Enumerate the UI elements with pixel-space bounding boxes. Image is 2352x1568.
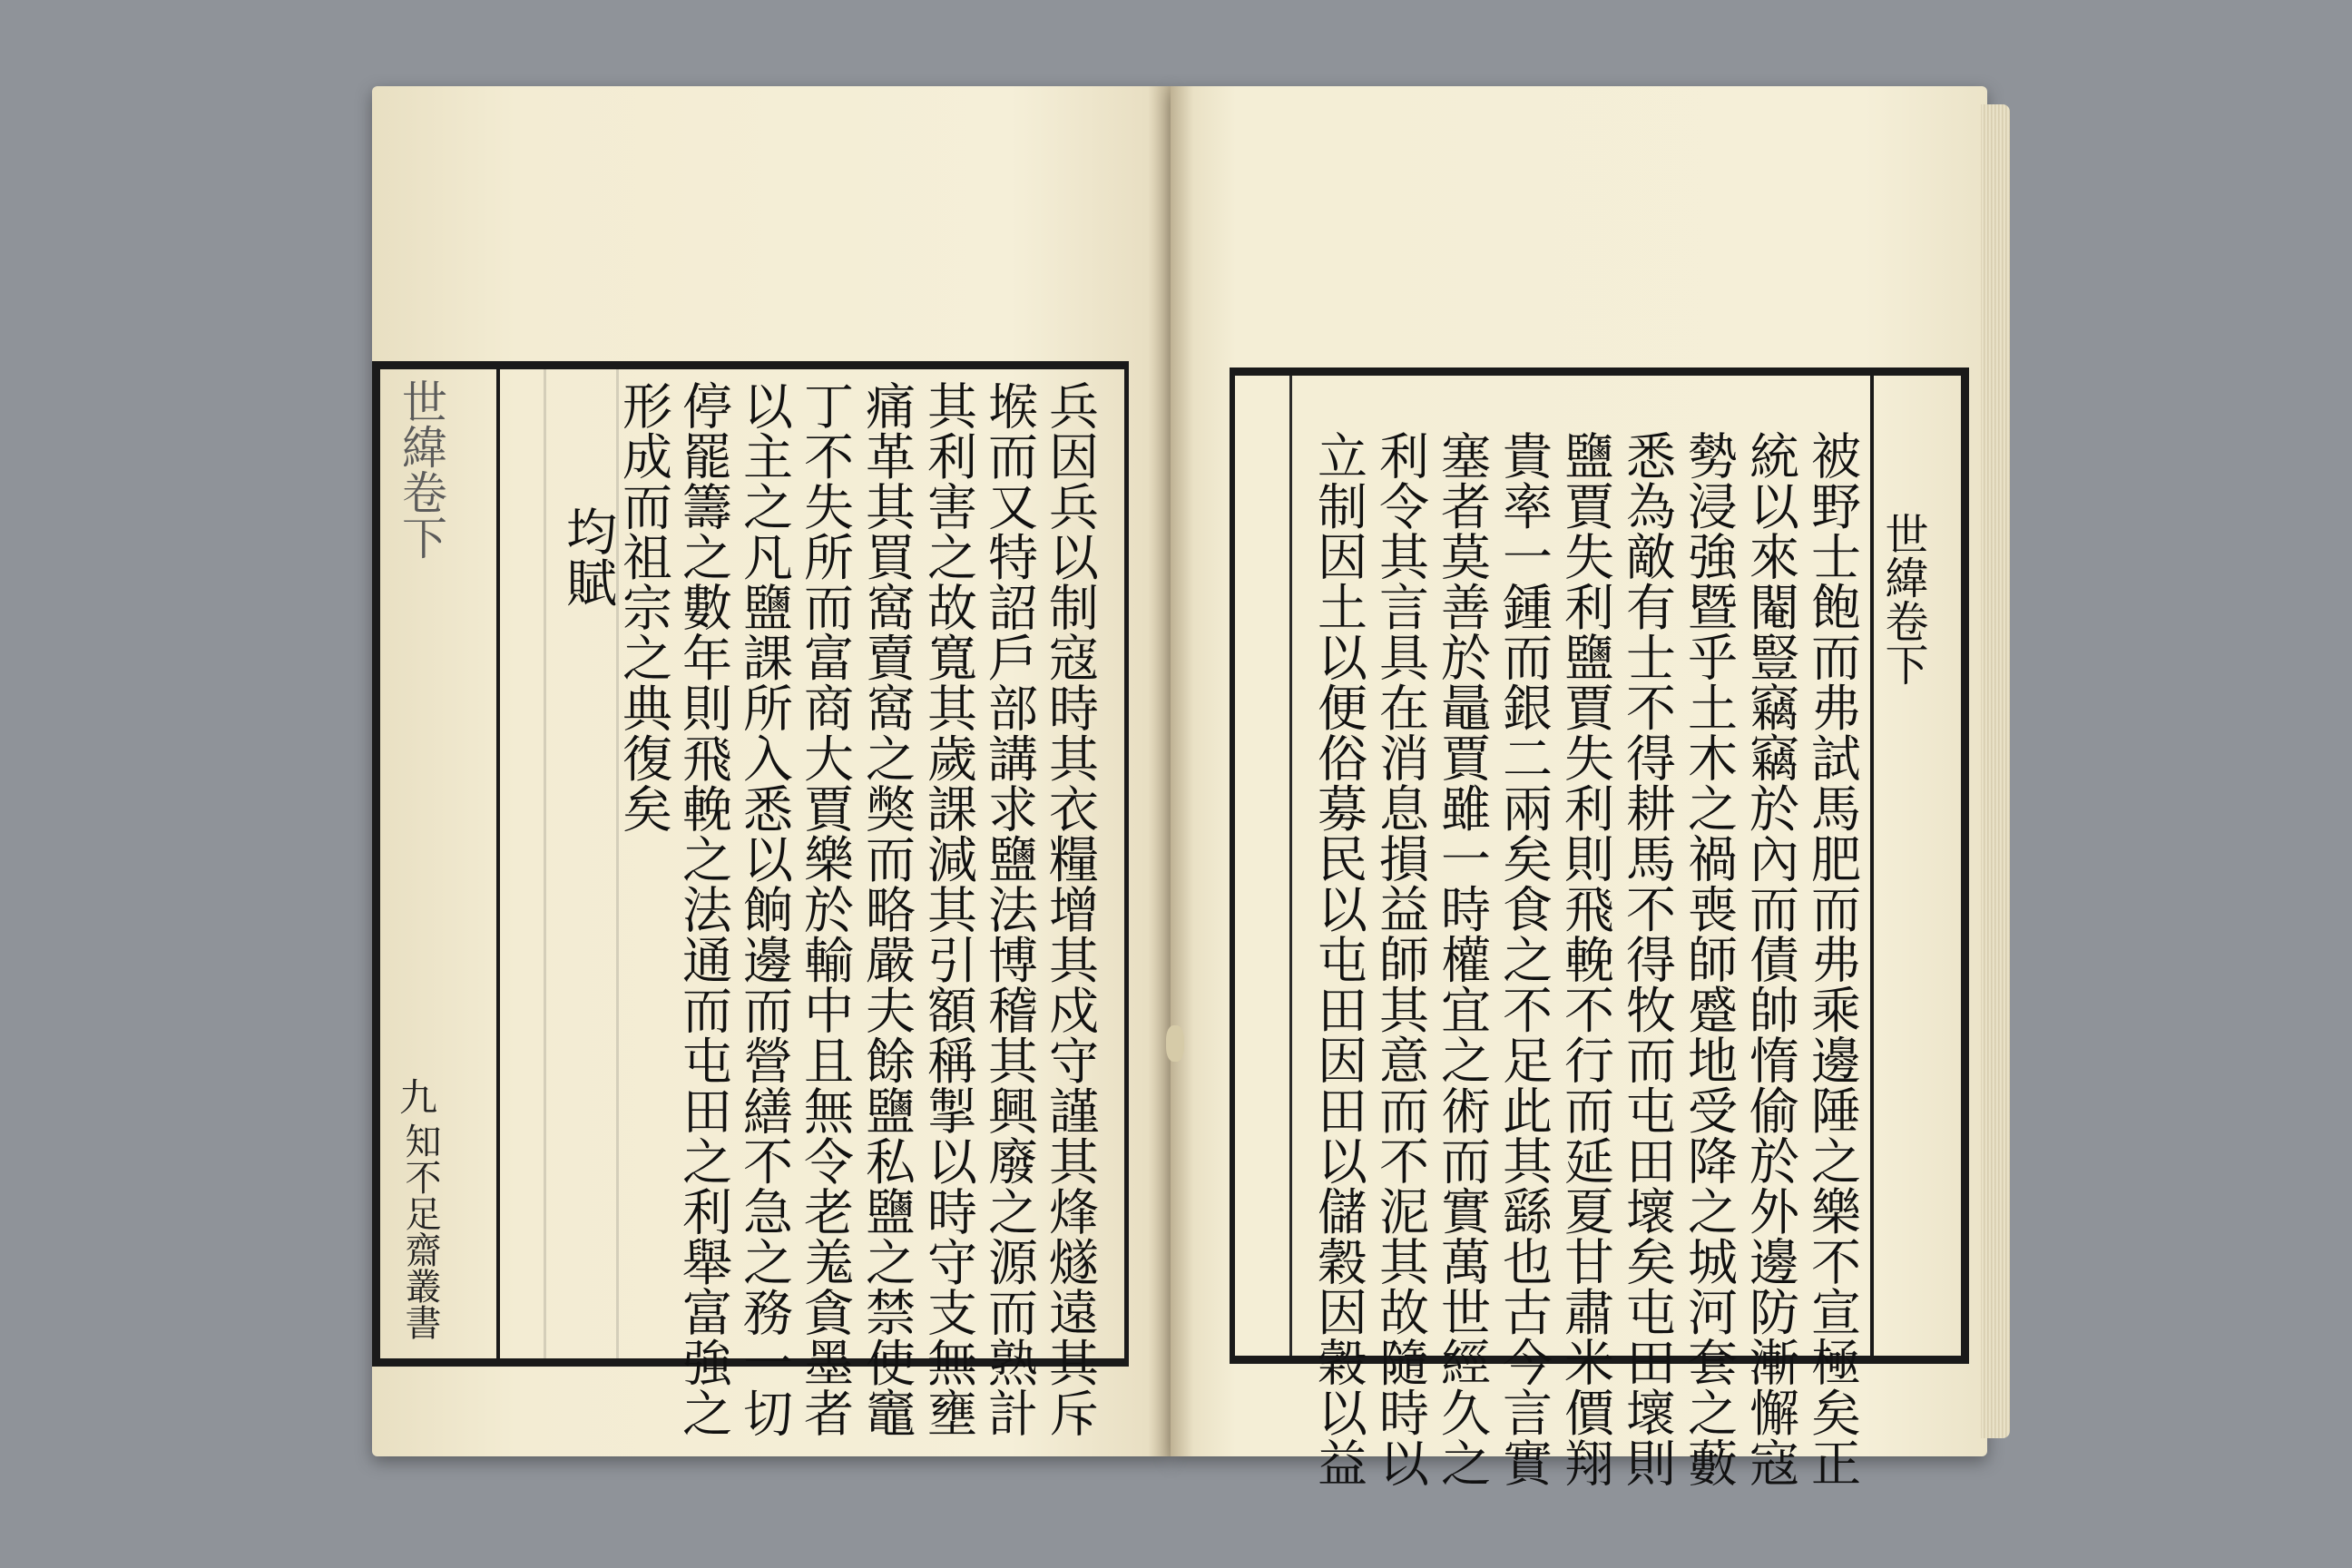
left-text-column-3: 其利害之故寬其歲課減其引額稱掣以時守支無壅 bbox=[919, 380, 977, 1438]
column-rule bbox=[1289, 376, 1292, 1356]
right-text-column-3: 勢浸強暨乎土木之禍喪師蹙地受降之城河套之藪 bbox=[1680, 430, 1738, 1488]
left-text-column-4: 痛革其買窩賣窩之獘而略嚴夫餘鹽私鹽之禁使竈 bbox=[858, 380, 916, 1438]
left-center-footer: 知不足齋叢書 bbox=[399, 1122, 441, 1340]
left-center-title: 世緯卷下 bbox=[395, 378, 447, 560]
fold-strip-line bbox=[496, 369, 500, 1358]
left-text-column-7: 停罷籌之數年則飛輓之法通而屯田之利舉富強之 bbox=[674, 380, 732, 1438]
left-text-column-5: 丁不失所而富商大賈樂於輸中且無令老羗貪墨者 bbox=[796, 380, 854, 1438]
right-text-column-8: 利令其言具在消息損益師其意而不泥其故隨時以 bbox=[1371, 430, 1429, 1488]
fold-strip-line bbox=[1870, 376, 1874, 1356]
right-text-frame bbox=[1230, 368, 1969, 1488]
left-center-page-number: 九 bbox=[394, 1077, 438, 1115]
left-text-column-1: 兵因兵以制寇時其衣糧增其戍守謹其烽燧遠其斥 bbox=[1041, 380, 1099, 1438]
right-text-column-4: 悉為敵有士不得耕馬不得牧而屯田壞矣屯田壞則 bbox=[1618, 430, 1676, 1488]
book-gutter bbox=[1148, 86, 1193, 1456]
page-edges bbox=[1981, 104, 2010, 1438]
right-text-column-9: 立制因土以便俗募民以屯田因田以儲穀因穀以益 bbox=[1309, 430, 1367, 1488]
left-text-column-2: 堠而又特詔戶部講求鹽法博稽其興廢之源而熟計 bbox=[980, 380, 1038, 1438]
right-text-column-1: 被野士飽而弗試馬肥而弗乘邊陲之樂不宣極矣正 bbox=[1803, 430, 1861, 1488]
section-heading: 均賦 bbox=[558, 505, 617, 608]
right-center-title: 世緯卷下 bbox=[1877, 512, 1928, 686]
right-text-column-7: 塞者莫善於鼂賈雖一時權宜之術而實萬世經久之 bbox=[1433, 430, 1491, 1488]
right-text-column-6: 貴率一鍾而銀二兩矣食之不足此其繇也古今言實 bbox=[1494, 430, 1553, 1488]
worn-spot bbox=[1166, 1025, 1184, 1062]
column-rule bbox=[544, 369, 546, 1358]
right-text-column-5: 鹽賈失利鹽賈失利則飛輓不行而延夏甘肅米價翔 bbox=[1556, 430, 1614, 1488]
left-text-column-8: 形成而祖宗之典復矣 bbox=[614, 380, 672, 834]
left-text-column-6: 以主之凡鹽課所入悉以餉邊而營繕不急之務一切 bbox=[735, 380, 793, 1438]
left-text-frame bbox=[372, 361, 1129, 1438]
right-text-column-2: 統以來閹豎竊竊於內而債帥惰偷於外邊防漸懈寇 bbox=[1741, 430, 1799, 1488]
